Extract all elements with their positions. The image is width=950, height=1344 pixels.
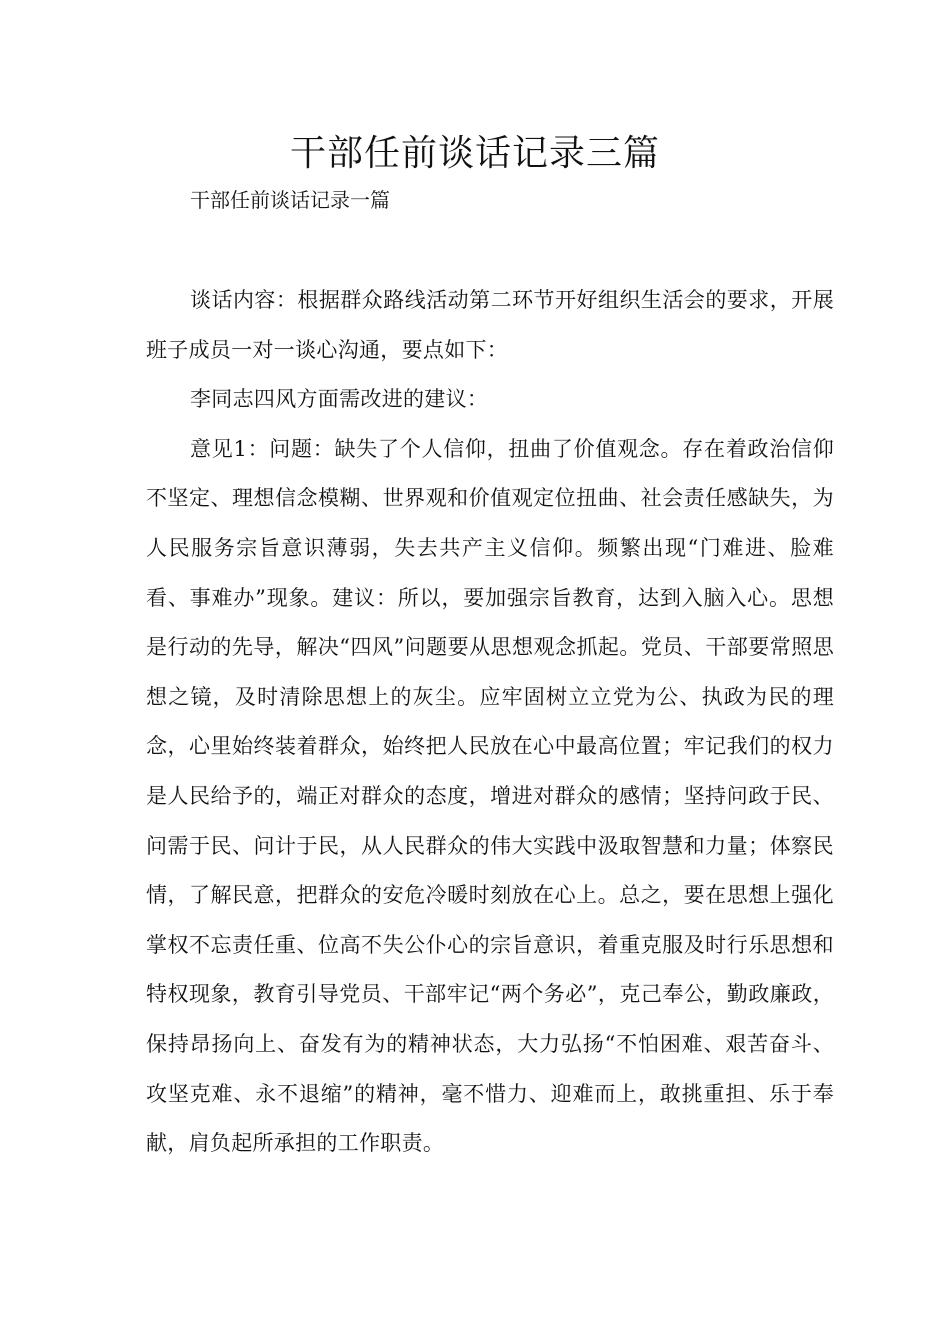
document-body (146, 276, 834, 1169)
paragraph-intro: 谈话内容：根据群众路线活动第二环节开好组织生活会的要求，开展班子成员一对一谈心沟通，要点如下： (146, 288, 834, 362)
paragraph-heading: 李同志四风方面需改进的建议： (190, 387, 489, 412)
document-subtitle: 干部任前谈话记录一篇 (190, 188, 390, 212)
document-title: 干部任前谈话记录三篇 (289, 133, 660, 174)
paragraph-opinion: 意见1：问题：缺失了个人信仰，扭曲了价值观念。存在着政治信仰不坚定、理想信念模糊、世界观和价值观定位扭曲、社会责任感缺失，为人民服务宗旨意识薄弱，失去共产主义信仰。频繁出现“门难进、脸难看、事难办”现象。建议：所以，要加强宗旨教育，达到入脑入心。思想是行动的先导，解决“四风”问题要从思想观念抓起。党员、干部要常照思想之镜，及时清除思想上的灰尘。应牢固树立立党为公、执政为民的理念，心里始终装着群众，始终把人民放在心中最高位置；牢记我们的权力是人民给予的，端正对群众的态度，增进对群众的感情；坚持问政于民、问需于民、问计于民，从人民群众的伟大实践中汲取智慧和力量；体察民情，了解民意，把群众的安危冷暖时刻放在心上。总之，要在思想上强化掌权不忘责任重、位高不失公仆心的宗旨意识，着重克服及时行乐思想和特权现象，教育引导党员、干部牢记“两个务必”，克己奉公，勤政廉政，保持昂扬向上、奋发有为的精神状态，大力弘扬“不怕困难、艰苦奋斗、攻坚克难、永不退缩”的精神，毫不惜力、迎难而上，敢挑重担、乐于奉献，肩负起所承担的工作职责。 (146, 436, 834, 1156)
